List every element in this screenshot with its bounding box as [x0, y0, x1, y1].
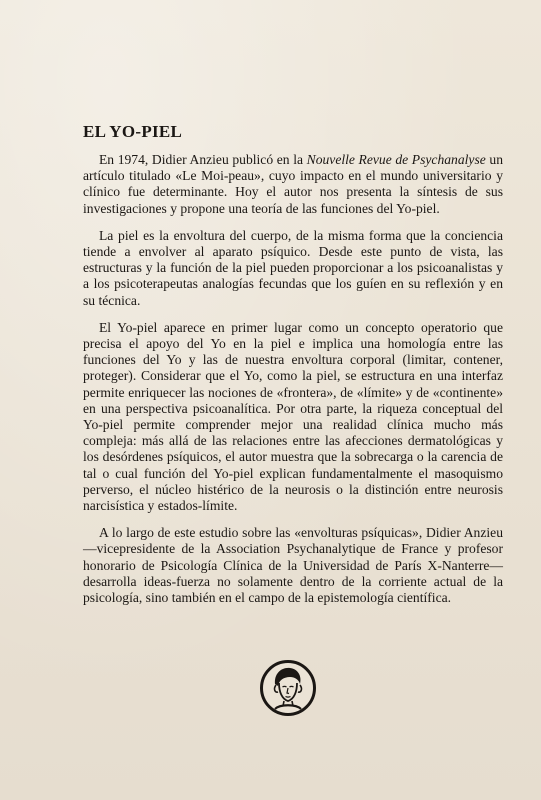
text-run: un artículo titulado «Le Moi-peau», cuyo impacto en el mundo universitario y clínico fue determinante. Hoy el autor nos presenta la síntesis de sus investigaciones y propone una teoría de las funciones del Yo-piel.: [83, 152, 504, 216]
blurb-paragraph: [83, 525, 503, 606]
blurb-paragraph: [83, 320, 503, 514]
blurb-paragraph: [83, 152, 503, 217]
journal-title: Nouvelle Revue de Psychanalyse: [306, 152, 486, 167]
text-run: A lo largo de este estudio sobre las «envolturas psíquicas», Didier Anzieu —vicepresidente de la Association Psychanalytique de France y profesor honorario de Psicología Clínica de la Universidad de París X-Nanterre— desarrolla ideas-fuerza no solamente dentro de la corriente actual de la psicología, sino también en el campo de la epistemología científica.: [83, 525, 503, 606]
blurb-text: [83, 152, 503, 606]
classical-head-medallion-icon: [259, 659, 317, 717]
publisher-logo-icon: [259, 659, 317, 717]
text-run: La piel es la envoltura del cuerpo, de la misma forma que la conciencia tiende a envolver al aparato psíquico. Desde este punto de vista, las estructuras y la función de la piel pueden proporcionar a los psicoanalistas y a los psicoterapeutas analogías fecundas que los guíen en su reflexión y en su técnica.: [83, 227, 503, 308]
text-run: El Yo-piel aparece en primer lugar como un concepto operatorio que precisa el apoyo del Yo en la piel e implica una homología entre las funciones del Yo y las de nuestra envoltura corporal (limitar, contener, proteger). Considerar que el Yo, como la piel, se estructura en una interfaz permite enriquecer las nociones de «frontera», de «límite» y de «continente» en una perspectiva psicoanalítica. Por otra parte, la riqueza conceptual del Yo-piel permite comprender mejor una realidad clínica mucho más compleja: más allá de las relaciones entre las afecciones dermatológicas y los desórdenes psíquicos, el autor muestra que la sobrecarga o la carencia de tal o cual función del Yo-piel explican fundamentalmente el masoquismo perverso, el núcleo histérico de la neurosis o la distinción entre neurosis narcisística y estados-límite.: [83, 319, 503, 514]
text-run: En 1974, Didier Anzieu publicó en la: [99, 152, 307, 167]
blurb-paragraph: [83, 228, 503, 309]
book-title: EL YO-PIEL: [83, 122, 183, 141]
